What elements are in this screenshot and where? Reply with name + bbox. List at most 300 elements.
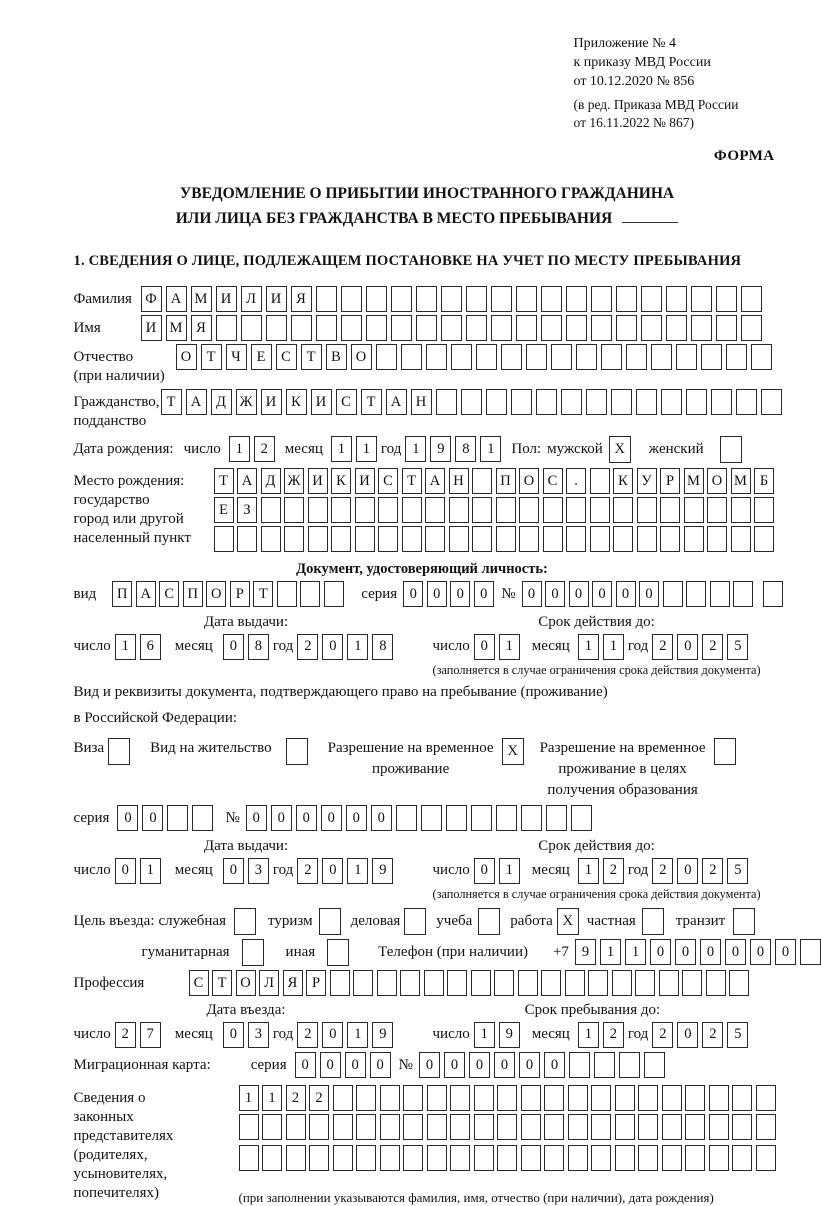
char-cell[interactable] [521,1145,541,1171]
char-cell[interactable] [707,497,727,523]
char-cell[interactable] [601,344,622,370]
char-cell[interactable] [541,286,562,312]
char-cell[interactable]: 2 [297,858,318,884]
char-cell[interactable] [709,1085,729,1111]
residence-permit-checkbox[interactable] [286,738,308,765]
char-cell[interactable] [356,1085,376,1111]
char-cell[interactable]: 1 [578,858,599,884]
char-cell[interactable]: З [237,497,257,523]
char-cell[interactable]: 0 [675,939,696,965]
char-cell[interactable] [716,315,737,341]
char-cell[interactable]: Р [230,581,250,607]
char-cell[interactable] [626,344,647,370]
char-cell[interactable]: 0 [322,1022,343,1048]
char-cell[interactable] [366,315,387,341]
temp-residence-checkbox[interactable]: X [502,738,524,765]
char-cell[interactable]: Ж [284,468,304,494]
char-cell[interactable] [641,315,662,341]
char-cell[interactable]: С [543,468,563,494]
char-cell[interactable]: 6 [140,634,161,660]
char-cell[interactable] [691,286,712,312]
char-cell[interactable]: 2 [286,1085,306,1111]
char-cell[interactable] [590,497,610,523]
char-cell[interactable]: 8 [248,634,269,660]
char-cell[interactable]: 2 [603,1022,624,1048]
char-cell[interactable] [684,526,704,552]
char-cell[interactable] [685,1114,705,1140]
char-cell[interactable] [546,805,567,831]
char-cell[interactable] [612,970,632,996]
char-cell[interactable] [472,497,492,523]
char-cell[interactable] [402,526,422,552]
char-cell[interactable]: Т [361,389,382,415]
char-cell[interactable]: 0 [345,1052,366,1078]
char-cell[interactable] [706,970,726,996]
char-cell[interactable] [763,581,783,607]
char-cell[interactable] [741,286,762,312]
char-cell[interactable] [497,1085,517,1111]
char-cell[interactable] [425,497,445,523]
char-cell[interactable]: 9 [499,1022,520,1048]
char-cell[interactable] [756,1114,776,1140]
char-cell[interactable]: 0 [450,581,470,607]
char-cell[interactable] [726,344,747,370]
char-cell[interactable] [611,389,632,415]
char-cell[interactable]: 0 [371,805,392,831]
char-cell[interactable] [472,526,492,552]
char-cell[interactable]: Т [253,581,273,607]
char-cell[interactable] [474,1114,494,1140]
char-cell[interactable] [586,389,607,415]
char-cell[interactable] [761,389,782,415]
char-cell[interactable] [800,939,821,965]
char-cell[interactable]: Я [191,315,212,341]
char-cell[interactable]: 8 [455,436,476,462]
char-cell[interactable] [676,344,697,370]
char-cell[interactable] [662,1085,682,1111]
char-cell[interactable] [661,389,682,415]
char-cell[interactable]: И [266,286,287,312]
char-cell[interactable]: 0 [370,1052,391,1078]
char-cell[interactable] [751,344,772,370]
char-cell[interactable] [594,1052,615,1078]
char-cell[interactable] [436,389,457,415]
char-cell[interactable] [685,1145,705,1171]
char-cell[interactable]: И [308,468,328,494]
char-cell[interactable] [732,1114,752,1140]
char-cell[interactable] [682,970,702,996]
char-cell[interactable]: 2 [297,1022,318,1048]
char-cell[interactable] [591,1085,611,1111]
char-cell[interactable] [613,497,633,523]
char-cell[interactable] [568,1114,588,1140]
char-cell[interactable]: 0 [650,939,671,965]
char-cell[interactable]: П [496,468,516,494]
char-cell[interactable] [615,1114,635,1140]
char-cell[interactable]: 2 [309,1085,329,1111]
char-cell[interactable]: 0 [117,805,138,831]
purpose-humanitarian-checkbox[interactable] [242,939,264,966]
char-cell[interactable]: Ч [226,344,247,370]
char-cell[interactable]: А [166,286,187,312]
char-cell[interactable] [333,1145,353,1171]
char-cell[interactable] [756,1145,776,1171]
char-cell[interactable] [461,389,482,415]
char-cell[interactable]: 2 [702,1022,723,1048]
char-cell[interactable]: К [613,468,633,494]
char-cell[interactable]: О [206,581,226,607]
char-cell[interactable] [239,1114,259,1140]
char-cell[interactable] [638,1145,658,1171]
char-cell[interactable] [497,1114,517,1140]
char-cell[interactable]: О [707,468,727,494]
char-cell[interactable]: . [566,468,586,494]
char-cell[interactable]: 2 [702,858,723,884]
char-cell[interactable]: 1 [578,1022,599,1048]
char-cell[interactable]: 1 [499,634,520,660]
char-cell[interactable] [446,805,467,831]
char-cell[interactable] [536,389,557,415]
char-cell[interactable] [308,497,328,523]
char-cell[interactable] [391,315,412,341]
char-cell[interactable] [380,1114,400,1140]
char-cell[interactable] [449,497,469,523]
char-cell[interactable] [732,1145,752,1171]
char-cell[interactable] [659,970,679,996]
char-cell[interactable] [449,526,469,552]
char-cell[interactable] [541,315,562,341]
char-cell[interactable] [476,344,497,370]
char-cell[interactable] [471,805,492,831]
char-cell[interactable] [566,526,586,552]
char-cell[interactable] [291,315,312,341]
char-cell[interactable]: М [166,315,187,341]
char-cell[interactable]: 8 [372,634,393,660]
char-cell[interactable] [341,315,362,341]
char-cell[interactable] [576,344,597,370]
char-cell[interactable]: Т [161,389,182,415]
char-cell[interactable]: Т [212,970,232,996]
char-cell[interactable] [427,1114,447,1140]
char-cell[interactable] [686,389,707,415]
char-cell[interactable]: 0 [223,1022,244,1048]
char-cell[interactable]: 1 [356,436,377,462]
char-cell[interactable]: И [311,389,332,415]
char-cell[interactable] [427,1145,447,1171]
char-cell[interactable] [660,497,680,523]
char-cell[interactable] [497,1145,517,1171]
char-cell[interactable]: С [378,468,398,494]
char-cell[interactable]: 0 [223,634,244,660]
char-cell[interactable] [391,286,412,312]
purpose-tourism-checkbox[interactable] [319,908,341,935]
char-cell[interactable] [754,526,774,552]
char-cell[interactable]: А [136,581,156,607]
char-cell[interactable] [638,1114,658,1140]
char-cell[interactable] [591,1145,611,1171]
char-cell[interactable] [474,1145,494,1171]
char-cell[interactable]: 1 [480,436,501,462]
char-cell[interactable] [333,1114,353,1140]
char-cell[interactable]: Ж [236,389,257,415]
purpose-official-checkbox[interactable] [234,908,256,935]
char-cell[interactable] [754,497,774,523]
char-cell[interactable]: 0 [322,634,343,660]
char-cell[interactable] [261,526,281,552]
char-cell[interactable] [309,1114,329,1140]
char-cell[interactable] [416,286,437,312]
char-cell[interactable]: 0 [320,1052,341,1078]
char-cell[interactable] [416,315,437,341]
char-cell[interactable]: 0 [474,581,494,607]
char-cell[interactable] [561,389,582,415]
char-cell[interactable]: 2 [297,634,318,660]
char-cell[interactable]: И [216,286,237,312]
char-cell[interactable]: Я [283,970,303,996]
char-cell[interactable]: Я [291,286,312,312]
char-cell[interactable] [685,1085,705,1111]
char-cell[interactable] [491,286,512,312]
char-cell[interactable] [341,286,362,312]
char-cell[interactable] [544,1114,564,1140]
purpose-other-checkbox[interactable] [327,939,349,966]
char-cell[interactable] [651,344,672,370]
char-cell[interactable] [636,389,657,415]
char-cell[interactable]: 0 [427,581,447,607]
char-cell[interactable] [402,497,422,523]
char-cell[interactable]: 1 [347,858,368,884]
char-cell[interactable] [571,805,592,831]
char-cell[interactable] [710,581,730,607]
char-cell[interactable] [616,286,637,312]
char-cell[interactable]: П [112,581,132,607]
char-cell[interactable] [663,581,683,607]
char-cell[interactable]: А [186,389,207,415]
char-cell[interactable]: 0 [271,805,292,831]
purpose-business-checkbox[interactable] [404,908,426,935]
char-cell[interactable]: 3 [248,1022,269,1048]
char-cell[interactable] [568,1145,588,1171]
char-cell[interactable] [262,1145,282,1171]
char-cell[interactable] [637,526,657,552]
char-cell[interactable] [566,497,586,523]
char-cell[interactable]: 0 [246,805,267,831]
char-cell[interactable]: 2 [652,634,673,660]
sex-male-checkbox[interactable]: X [609,436,631,463]
char-cell[interactable] [635,970,655,996]
purpose-work-checkbox[interactable]: X [557,908,579,935]
char-cell[interactable]: 1 [115,634,136,660]
char-cell[interactable] [615,1085,635,1111]
char-cell[interactable]: 2 [115,1022,136,1048]
char-cell[interactable]: Ф [141,286,162,312]
char-cell[interactable] [471,970,491,996]
char-cell[interactable] [380,1085,400,1111]
char-cell[interactable] [516,315,537,341]
char-cell[interactable] [684,497,704,523]
char-cell[interactable]: 0 [700,939,721,965]
visa-checkbox[interactable] [108,738,130,765]
char-cell[interactable] [466,315,487,341]
char-cell[interactable] [736,389,757,415]
char-cell[interactable]: В [326,344,347,370]
char-cell[interactable] [241,315,262,341]
char-cell[interactable]: С [159,581,179,607]
char-cell[interactable]: 2 [652,1022,673,1048]
char-cell[interactable]: 0 [775,939,796,965]
char-cell[interactable] [709,1114,729,1140]
char-cell[interactable]: 2 [702,634,723,660]
char-cell[interactable] [644,1052,665,1078]
char-cell[interactable]: 0 [403,581,423,607]
char-cell[interactable] [450,1114,470,1140]
char-cell[interactable]: 1 [405,436,426,462]
char-cell[interactable] [591,1114,611,1140]
char-cell[interactable] [519,497,539,523]
char-cell[interactable] [466,286,487,312]
char-cell[interactable] [284,526,304,552]
char-cell[interactable] [662,1114,682,1140]
char-cell[interactable] [511,389,532,415]
char-cell[interactable] [427,1085,447,1111]
char-cell[interactable] [496,526,516,552]
char-cell[interactable] [521,1085,541,1111]
char-cell[interactable] [591,286,612,312]
char-cell[interactable]: Л [259,970,279,996]
char-cell[interactable]: К [331,468,351,494]
char-cell[interactable]: 1 [474,1022,495,1048]
char-cell[interactable]: 9 [430,436,451,462]
char-cell[interactable] [521,1114,541,1140]
char-cell[interactable] [569,1052,590,1078]
char-cell[interactable] [526,344,547,370]
char-cell[interactable] [216,315,237,341]
char-cell[interactable]: Е [214,497,234,523]
char-cell[interactable] [543,526,563,552]
char-cell[interactable]: О [519,468,539,494]
char-cell[interactable]: И [141,315,162,341]
char-cell[interactable] [441,315,462,341]
char-cell[interactable]: 0 [296,805,317,831]
char-cell[interactable]: 0 [346,805,367,831]
char-cell[interactable]: Р [660,468,680,494]
char-cell[interactable]: О [351,344,372,370]
char-cell[interactable]: 0 [469,1052,490,1078]
char-cell[interactable] [237,526,257,552]
char-cell[interactable]: 1 [140,858,161,884]
char-cell[interactable]: И [261,389,282,415]
char-cell[interactable] [544,1085,564,1111]
char-cell[interactable] [286,1145,306,1171]
char-cell[interactable] [566,286,587,312]
char-cell[interactable] [666,315,687,341]
char-cell[interactable] [353,970,373,996]
char-cell[interactable] [691,315,712,341]
char-cell[interactable]: 9 [575,939,596,965]
char-cell[interactable] [377,970,397,996]
char-cell[interactable] [424,970,444,996]
char-cell[interactable] [376,344,397,370]
char-cell[interactable]: 0 [419,1052,440,1078]
char-cell[interactable] [355,497,375,523]
char-cell[interactable] [266,315,287,341]
char-cell[interactable] [356,1145,376,1171]
char-cell[interactable]: 0 [494,1052,515,1078]
char-cell[interactable]: 9 [372,1022,393,1048]
char-cell[interactable] [450,1085,470,1111]
char-cell[interactable] [501,344,522,370]
char-cell[interactable] [496,805,517,831]
char-cell[interactable] [619,1052,640,1078]
char-cell[interactable] [378,497,398,523]
char-cell[interactable]: Д [261,468,281,494]
char-cell[interactable] [729,970,749,996]
sex-female-checkbox[interactable] [720,436,742,463]
char-cell[interactable] [637,497,657,523]
char-cell[interactable] [451,344,472,370]
char-cell[interactable] [666,286,687,312]
char-cell[interactable]: Н [449,468,469,494]
char-cell[interactable] [400,970,420,996]
char-cell[interactable]: Н [411,389,432,415]
char-cell[interactable] [566,315,587,341]
char-cell[interactable] [378,526,398,552]
char-cell[interactable]: 1 [262,1085,282,1111]
char-cell[interactable] [426,344,447,370]
char-cell[interactable]: 0 [322,858,343,884]
char-cell[interactable] [331,497,351,523]
char-cell[interactable]: Т [214,468,234,494]
char-cell[interactable] [707,526,727,552]
char-cell[interactable] [356,1114,376,1140]
char-cell[interactable]: 1 [331,436,352,462]
char-cell[interactable]: 0 [295,1052,316,1078]
char-cell[interactable]: К [286,389,307,415]
char-cell[interactable] [494,970,514,996]
char-cell[interactable] [309,1145,329,1171]
char-cell[interactable] [403,1145,423,1171]
char-cell[interactable]: 0 [115,858,136,884]
char-cell[interactable] [472,468,492,494]
char-cell[interactable] [591,315,612,341]
purpose-transit-checkbox[interactable] [733,908,755,935]
char-cell[interactable] [355,526,375,552]
char-cell[interactable] [518,970,538,996]
char-cell[interactable] [543,497,563,523]
char-cell[interactable]: А [425,468,445,494]
char-cell[interactable]: 0 [677,634,698,660]
char-cell[interactable]: 1 [499,858,520,884]
char-cell[interactable]: Р [306,970,326,996]
char-cell[interactable] [491,315,512,341]
char-cell[interactable]: Т [402,468,422,494]
char-cell[interactable]: И [355,468,375,494]
char-cell[interactable] [366,286,387,312]
char-cell[interactable]: 0 [569,581,589,607]
char-cell[interactable] [441,286,462,312]
char-cell[interactable]: 9 [372,858,393,884]
char-cell[interactable]: 0 [223,858,244,884]
char-cell[interactable] [590,468,610,494]
char-cell[interactable]: 0 [592,581,612,607]
char-cell[interactable]: С [189,970,209,996]
char-cell[interactable] [732,1085,752,1111]
char-cell[interactable] [486,389,507,415]
char-cell[interactable] [403,1114,423,1140]
char-cell[interactable]: М [191,286,212,312]
char-cell[interactable] [616,315,637,341]
char-cell[interactable] [262,1114,282,1140]
